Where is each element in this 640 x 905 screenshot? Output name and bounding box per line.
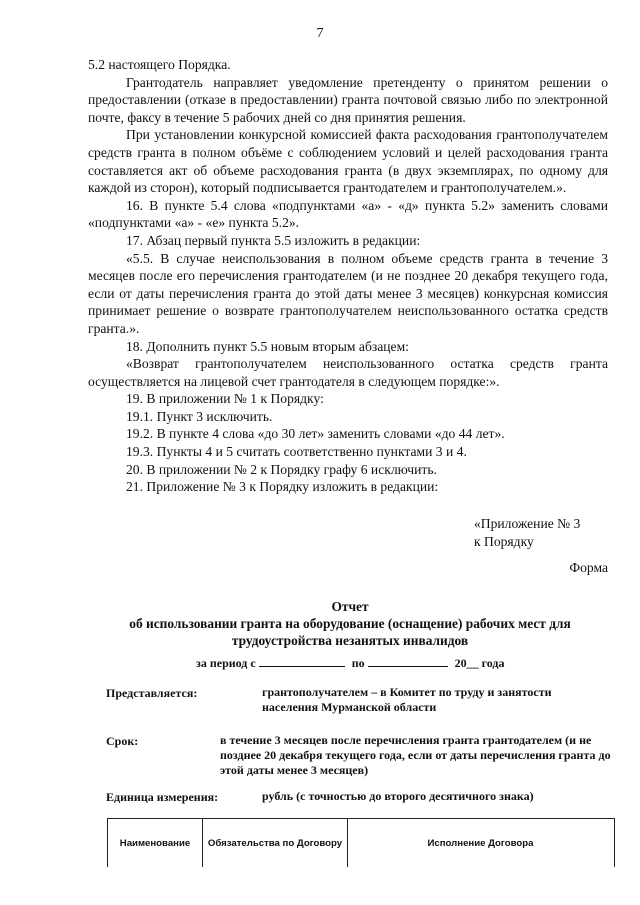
report-subtitle: трудоустройства незанятых инвалидов bbox=[231, 633, 469, 648]
report-table bbox=[107, 818, 615, 867]
report-heading bbox=[60, 598, 640, 649]
period-start-blank bbox=[259, 655, 345, 667]
paragraph: 19.1. Пункт 3 исключить. bbox=[126, 408, 273, 424]
period-middle: по bbox=[351, 656, 365, 670]
paragraph: При установлении конкурсной комиссией факта расходования грантополучателем средств гранта в полном объёме с соблюдением условий и целей расходования гранта составляется акт об объеме расходования гранта (в двух экземплярах, по одному для каждой из сторон), который подписывается грантодателем и грантополучателем.». bbox=[88, 127, 608, 196]
paragraph: «5.5. В случае неиспользования в полном объеме средств гранта в течение 3 месяцев после его перечисления грантодателем (и не позднее 20 декабря текущего года, если от даты перечисления гранта до этой даты менее 3 месяцев) конкурсная комиссия принимает решение о возврате грантополучателем неиспользованного остатка средств гранта.». bbox=[88, 250, 608, 336]
attachment-line: к Порядку bbox=[474, 533, 534, 549]
paragraph: 19.3. Пункты 4 и 5 считать соответственно пунктами 3 и 4. bbox=[126, 444, 467, 460]
attachment-line: «Приложение № 3 bbox=[474, 516, 581, 531]
period-end-blank bbox=[368, 655, 448, 667]
paragraph: 20. В приложении № 2 к Порядку графу 6 исключить. bbox=[126, 461, 437, 477]
paragraph: 18. Дополнить пункт 5.5 новым вторым абзацем: bbox=[126, 338, 409, 354]
paragraph: Грантодатель направляет уведомление претенденту о принятом решении о предоставлении (отказе в предоставлении) гранта почтовой связью либо по электронной почте, факсу в течение 5 рабочих дней со дня принятия решения. bbox=[88, 74, 608, 125]
field-label: Единица измерения: bbox=[106, 790, 219, 804]
period-prefix: за период с bbox=[196, 656, 256, 670]
field-value: грантополучателем – в Комитет по труду и занятости населения Мурманской области bbox=[262, 685, 552, 714]
form-label: Форма bbox=[569, 560, 608, 575]
paragraph: 19.2. В пункте 4 слова «до 30 лет» заменить словами «до 44 лет». bbox=[126, 426, 505, 442]
table-header-cell: Исполнение Договора bbox=[427, 837, 534, 849]
field-value: рубль (с точностью до второго десятичного знака) bbox=[262, 789, 534, 803]
field-label: Срок: bbox=[106, 734, 139, 748]
paragraph: 19. В приложении № 1 к Порядку: bbox=[126, 391, 324, 407]
field-value: в течение 3 месяцев после перечисления гранта грантодателем (и не позднее 20 декабря текущего года, если от даты перечисления гранта до этой даты менее 3 месяцев) bbox=[220, 733, 611, 777]
paragraph: 5.2 настоящего Порядка. bbox=[88, 57, 231, 72]
paragraph: «Возврат грантополучателем неиспользованного остатка средств гранта осуществляется на лицевой счет грантодателя в следующем порядке:». bbox=[88, 356, 608, 389]
page-number: 7 bbox=[316, 26, 324, 41]
field-label: Представляется: bbox=[106, 686, 198, 700]
report-title: Отчет bbox=[331, 599, 369, 614]
table-header-cell: Наименование bbox=[108, 819, 203, 867]
report-period bbox=[196, 655, 505, 671]
attachment-reference bbox=[474, 515, 580, 550]
period-year: 20__ года bbox=[454, 656, 505, 670]
report-subtitle: об использовании гранта на оборудование (оснащение) рабочих мест для bbox=[129, 616, 571, 631]
body-text bbox=[88, 56, 608, 496]
paragraph: 16. В пункте 5.4 слова «подпунктами «а» - «д» пункта 5.2» заменить словами «подпунктами «а» - «е» пункта 5.2». bbox=[88, 197, 608, 231]
paragraph: 17. Абзац первый пункта 5.5 изложить в редакции: bbox=[126, 232, 421, 248]
paragraph: 21. Приложение № 3 к Порядку изложить в редакции: bbox=[126, 479, 439, 495]
table-header-cell: Обязательства по Договору bbox=[203, 819, 348, 867]
